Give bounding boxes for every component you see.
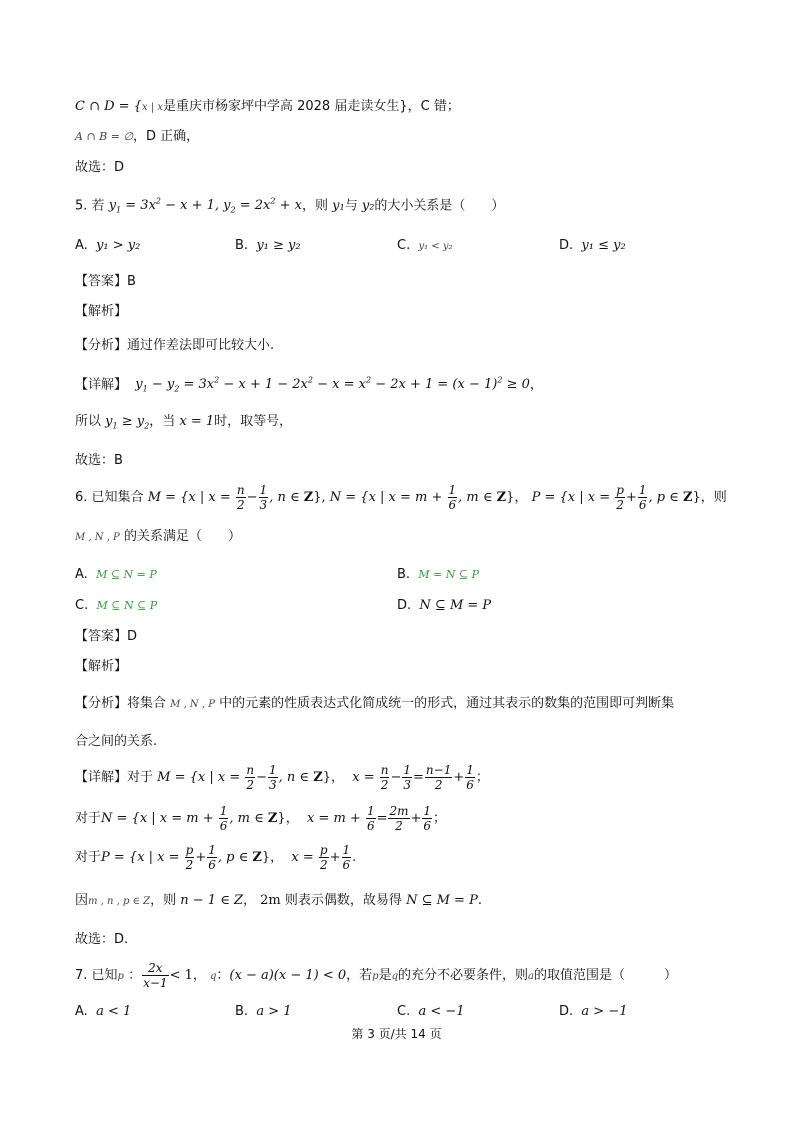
q6-option-c bbox=[75, 596, 157, 616]
q5-y2: y₂ bbox=[361, 198, 375, 214]
detail-5: 【详解】 $y_1 - y_2 = 3x^2 - x + 1 - 2x^2 - x = x^2 - 2x + 1 = (x - 1)^2 \ge 0$， bbox=[75, 376, 543, 394]
option-b-label: B. bbox=[397, 567, 411, 582]
frac-p-2: $\frac{p}{2}$ bbox=[616, 483, 624, 512]
frac-p-2-c: $\frac{p}{2}$ bbox=[319, 843, 328, 872]
q6-option-a bbox=[75, 565, 157, 585]
question-5 bbox=[75, 192, 504, 221]
analysis-5-header: 【解析】 bbox=[75, 304, 128, 319]
q7-option-b bbox=[235, 1002, 292, 1022]
detail-5-label: 【详解】 bbox=[75, 377, 128, 393]
q5-suffix: 的大小关系是（ ） bbox=[374, 198, 505, 214]
equality-text: 时，取等号， bbox=[214, 414, 293, 429]
q5-option-d bbox=[559, 236, 626, 256]
frac-2m-2: $\frac{2m}{2}$ bbox=[389, 804, 409, 833]
line-a-cap-b bbox=[75, 127, 199, 147]
q6-then: ，则 bbox=[700, 490, 727, 505]
option-b-text: M = N ⊆ P bbox=[418, 568, 480, 581]
detail-6-n: 对于N = {x | x = m + $\frac{1}{6}$ , m ∈ Z}， x = m + $\frac{1}{6}$ = $\frac{2m}{2}$ + $\frac{1}{6}$ ； bbox=[75, 804, 447, 833]
choose-b: 故选：B bbox=[75, 453, 123, 468]
detail-6-m: 【详解】对于 M = {x | x = $\frac{n}{2}$ − $\frac{1}{3}$ , n ∈ Z}， x = $\frac{n}{2}$ − $\frac{1}{3}$ = $\frac{n-1}{2}$ + $\frac{1}{6}$ ； bbox=[75, 763, 489, 792]
q7-q: q bbox=[210, 971, 217, 982]
option-c-label: C. bbox=[397, 1004, 411, 1019]
frac-1-3: $\frac{1}{3}$ bbox=[259, 483, 268, 512]
analysis-6-summary bbox=[75, 694, 674, 715]
option-d-text: y₁ ≤ y₂ bbox=[581, 238, 626, 253]
math-c-cap-d: C ∩ D = { bbox=[75, 99, 142, 114]
answer-5: 【答案】B bbox=[75, 274, 136, 289]
option-a-text: a < 1 bbox=[96, 1004, 132, 1019]
q7-is: 是 bbox=[378, 968, 392, 983]
x-equals-1: x = 1 bbox=[179, 414, 215, 429]
detail-5-expression: $y_1 - y_2 = 3x^2 - x + 1 - 2x^2 - x = x^2 - 2x + 1 = (x - 1)^2 \ge 0$ bbox=[131, 376, 530, 394]
set-p-def: P = {x | x = bbox=[531, 490, 615, 505]
q7-option-d bbox=[559, 1002, 628, 1022]
choose-d-line-2: 故选：D. bbox=[75, 932, 129, 947]
option-a-text: y₁ > y₂ bbox=[96, 238, 141, 253]
set-m-def: M = {x | x = bbox=[147, 490, 235, 505]
q5-then: ，则 bbox=[301, 198, 328, 214]
q5-y1: y₁ bbox=[332, 198, 345, 214]
frac-1-6-c: $\frac{1}{6}$ bbox=[466, 763, 474, 792]
q6-mnp: M , N , P bbox=[75, 532, 120, 543]
analysis-6-header: 【解析】 bbox=[75, 659, 128, 674]
option-d-text: a > −1 bbox=[581, 1004, 628, 1019]
so-word: 所以 bbox=[75, 414, 102, 429]
q5-and: 与 bbox=[344, 198, 358, 214]
conclusion-5 bbox=[75, 412, 292, 437]
option-b-label: B. bbox=[235, 238, 249, 253]
option-c-label: C. bbox=[397, 238, 411, 253]
q5-expression: $y_1 = 3x^2 - x + 1$, $y_2 = 2x^2 + x$ bbox=[108, 197, 302, 215]
detail-6-label: 【详解】对于 bbox=[75, 770, 154, 785]
option-a-text: M ⊆ N = P bbox=[96, 568, 157, 581]
q7-prefix: 7. 已知 bbox=[75, 968, 118, 983]
frac-1-6-f: $\frac{1}{6}$ bbox=[423, 804, 432, 833]
math-x-given-x: x | x bbox=[141, 102, 163, 113]
fenxi6-a: 【分析】将集合 bbox=[75, 696, 167, 711]
when-word: ，当 bbox=[149, 414, 176, 429]
frac-1-6-e: $\frac{1}{6}$ bbox=[366, 804, 375, 833]
q7-cond-q: (x − a)(x − 1) < 0 bbox=[229, 968, 347, 983]
option-c-label: C. bbox=[75, 598, 89, 613]
q7-option-c bbox=[397, 1002, 465, 1022]
q6-suffix: 的关系满足（ ） bbox=[123, 529, 241, 544]
frac-1-6-b: $\frac{1}{6}$ bbox=[638, 483, 647, 512]
two-m: 2m bbox=[260, 893, 281, 908]
fenxi6-mnp: M , N , P bbox=[170, 699, 215, 710]
frac-p-2-b: $\frac{p}{2}$ bbox=[185, 843, 194, 872]
frac-1-6-a: $\frac{1}{6}$ bbox=[448, 483, 457, 512]
q5-option-c bbox=[397, 236, 453, 257]
q7-end: 的取值范围是（ ） bbox=[533, 968, 677, 983]
frac-2x-over-x-minus-1: $\frac{2x}{x-1}$ bbox=[143, 961, 168, 990]
option-d-label: D. bbox=[559, 238, 574, 253]
fenxi6-b: 中的元素的性质表达式化简成统一的形式，通过其表示的数集的范围即可判断集 bbox=[219, 696, 675, 711]
text-d-correct: ，D 正确， bbox=[133, 129, 200, 144]
mnp-in-z: m , n , p ∈ Z bbox=[88, 896, 151, 907]
yin-post: 则表示偶数，故易得 bbox=[284, 893, 402, 908]
option-c-text: a < −1 bbox=[418, 1004, 465, 1019]
detail-6-conclusion: 因m , n , p ∈ Z，则 n − 1 ∈ Z， 2m 则表示偶数，故易得 N ⊆ M = P. bbox=[75, 893, 482, 908]
choose-d-line-1: 故选：D bbox=[75, 160, 125, 175]
option-d-label: D. bbox=[559, 1004, 574, 1019]
option-d-label: D. bbox=[397, 598, 412, 613]
analysis-6-summary-cont: 合之间的关系. bbox=[75, 734, 158, 749]
page-footer: 第 3 页/共 14 页 bbox=[351, 1027, 442, 1041]
q7-ruo: ，若 bbox=[346, 968, 373, 983]
option-d-text: N ⊆ M = P bbox=[419, 598, 492, 613]
option-c-text: y₁ < y₂ bbox=[418, 241, 453, 252]
n-minus-1-in-z: n − 1 ∈ Z bbox=[180, 893, 244, 908]
detail-6-p: 对于P = {x | x = $\frac{p}{2}$ + $\frac{1}{6}$ , p ∈ Z}， x = $\frac{p}{2}$ + $\frac{1}{6}$ . bbox=[75, 843, 357, 872]
math-a-cap-b: A ∩ B = ∅ bbox=[75, 130, 134, 143]
frac-n-2-b: $\frac{n}{2}$ bbox=[246, 763, 255, 792]
q6-line-2 bbox=[75, 527, 241, 548]
set-n-def: N = {x | x = m + bbox=[329, 490, 447, 505]
frac-1-3-b: $\frac{1}{3}$ bbox=[269, 763, 277, 792]
option-a-label: A. bbox=[75, 238, 88, 253]
q7-q-2: q bbox=[391, 971, 398, 982]
frac-n-2: $\frac{n}{2}$ bbox=[236, 483, 245, 512]
frac-1-6-g: $\frac{1}{6}$ bbox=[208, 843, 216, 872]
question-7: 7. 已知p ： $\frac{2x}{x-1}$ < 1， q：(x − a)(x − 1) < 0，若p是q的充分不必要条件，则a的取值范围是（ ） bbox=[75, 961, 677, 990]
option-b-text: y₁ ≥ y₂ bbox=[256, 238, 301, 253]
q7-post: 的充分不必要条件，则 bbox=[397, 968, 528, 983]
q5-prefix: 5. 若 bbox=[75, 198, 105, 214]
q6-option-d bbox=[397, 596, 491, 616]
option-a-label: A. bbox=[75, 567, 88, 582]
q7-a: a bbox=[528, 971, 534, 982]
analysis-5-summary: 【分析】通过作差法即可比较大小. bbox=[75, 338, 275, 353]
frac-n-2-c: $\frac{n}{2}$ bbox=[380, 763, 389, 792]
q6-prefix: 6. 已知集合 bbox=[75, 490, 144, 505]
yin-then: ，则 bbox=[150, 893, 177, 908]
result-relation: N ⊆ M = P bbox=[406, 893, 478, 908]
yin-word: 因 bbox=[75, 893, 89, 908]
duiyu-p: 对于 bbox=[75, 850, 102, 865]
frac-1-6-d: $\frac{1}{6}$ bbox=[219, 804, 228, 833]
q6-option-b bbox=[397, 565, 479, 585]
y1-ge-y2: $y_1 \ge y_2$ bbox=[105, 414, 150, 431]
frac-1-3-c: $\frac{1}{3}$ bbox=[403, 763, 412, 792]
answer-6: 【答案】D bbox=[75, 629, 138, 644]
duiyu-n: 对于 bbox=[75, 811, 102, 826]
line-c-cap-d bbox=[75, 97, 460, 118]
q7-p: p bbox=[117, 971, 124, 982]
q7-option-a bbox=[75, 1002, 131, 1022]
frac-n-minus-1-2: $\frac{n-1}{2}$ bbox=[425, 763, 452, 792]
option-b-text: a > 1 bbox=[256, 1004, 292, 1019]
question-6: 6. 已知集合 M = {x | x = $\frac{n}{2}$ − $\frac{1}{3}$ , n ∈ Z}, N = {x | x = m + $\frac{1}{6}$ , m ∈ Z}， P = {x | x = $\frac{p}{2}$ + $\frac{1}{6}$ , p ∈ Z}，则 bbox=[75, 483, 727, 512]
option-b-label: B. bbox=[235, 1004, 249, 1019]
frac-1-6-h: $\frac{1}{6}$ bbox=[342, 843, 351, 872]
q5-option-a bbox=[75, 236, 140, 256]
option-c-text: M ⊆ N ⊆ P bbox=[96, 599, 158, 612]
q5-option-b bbox=[235, 236, 301, 256]
q7-p-2: p bbox=[372, 971, 379, 982]
text-cd-statement: 是重庆市杨家坪中学高 2028 届走读女生}，C 错； bbox=[162, 99, 460, 114]
option-a-label: A. bbox=[75, 1004, 88, 1019]
q7-cond-p: < 1， bbox=[169, 968, 206, 983]
